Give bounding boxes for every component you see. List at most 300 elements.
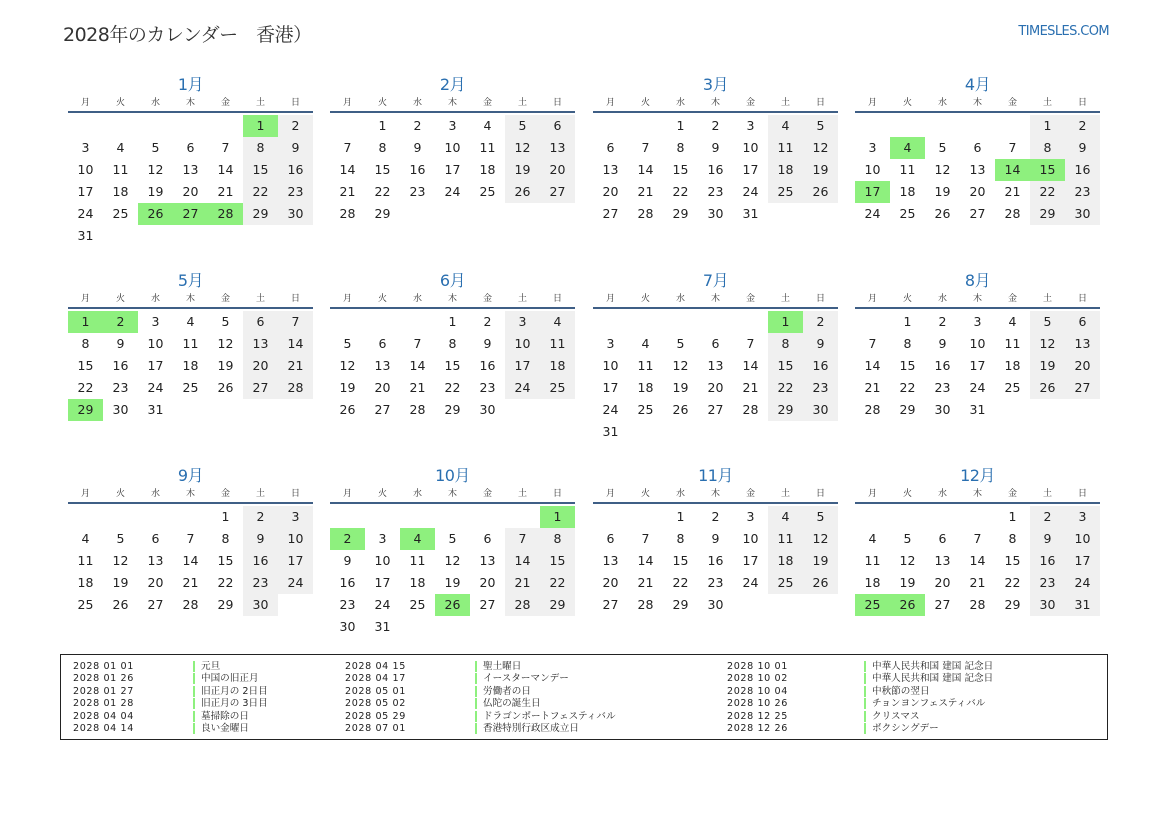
day-cell[interactable]: 20: [374, 380, 391, 395]
day-cell[interactable]: 24: [969, 380, 986, 395]
day-cell[interactable]: 25: [112, 206, 129, 221]
day-cell[interactable]: 21: [637, 575, 654, 590]
day-cell[interactable]: 1: [68, 311, 103, 333]
day-cell[interactable]: 1: [676, 118, 685, 133]
day-cell[interactable]: 30: [1065, 203, 1100, 225]
day-cell[interactable]: 30: [934, 402, 951, 417]
day-cell[interactable]: 27: [243, 377, 278, 399]
day-cell[interactable]: 4: [768, 506, 803, 528]
day-cell[interactable]: 28: [409, 402, 426, 417]
day-cell[interactable]: 23: [1030, 572, 1065, 594]
day-cell[interactable]: 19: [217, 358, 234, 373]
day-cell[interactable]: 27: [934, 597, 951, 612]
day-cell[interactable]: 20: [479, 575, 496, 590]
day-cell[interactable]: 24: [602, 402, 619, 417]
day-cell[interactable]: 28: [278, 377, 313, 399]
day-cell[interactable]: 8: [768, 333, 803, 355]
day-cell[interactable]: 7: [343, 140, 352, 155]
day-cell[interactable]: 17: [444, 162, 461, 177]
day-cell[interactable]: 7: [413, 336, 422, 351]
day-cell[interactable]: 31: [742, 206, 759, 221]
day-cell[interactable]: 15: [217, 553, 234, 568]
day-cell[interactable]: 12: [444, 553, 461, 568]
day-cell[interactable]: 19: [444, 575, 461, 590]
day-cell[interactable]: 24: [77, 206, 94, 221]
day-cell[interactable]: 22: [899, 380, 916, 395]
day-cell[interactable]: 3: [505, 311, 540, 333]
day-cell[interactable]: 31: [147, 402, 164, 417]
day-cell[interactable]: 16: [409, 162, 426, 177]
day-cell[interactable]: 14: [182, 553, 199, 568]
day-cell[interactable]: 6: [973, 140, 982, 155]
day-cell[interactable]: 28: [208, 203, 243, 225]
day-cell[interactable]: 28: [339, 206, 356, 221]
day-cell[interactable]: 22: [1004, 575, 1021, 590]
day-cell[interactable]: 8: [81, 336, 90, 351]
day-cell[interactable]: 26: [505, 181, 540, 203]
day-cell[interactable]: 13: [1065, 333, 1100, 355]
day-cell[interactable]: 22: [540, 572, 575, 594]
day-cell[interactable]: 10: [969, 336, 986, 351]
day-cell[interactable]: 28: [864, 402, 881, 417]
day-cell[interactable]: 8: [903, 336, 912, 351]
day-cell[interactable]: 14: [217, 162, 234, 177]
day-cell[interactable]: 23: [803, 377, 838, 399]
day-cell[interactable]: 2: [330, 528, 365, 550]
day-cell[interactable]: 20: [1065, 355, 1100, 377]
day-cell[interactable]: 23: [278, 181, 313, 203]
day-cell[interactable]: 27: [173, 203, 208, 225]
day-cell[interactable]: 20: [969, 184, 986, 199]
day-cell[interactable]: 17: [278, 550, 313, 572]
day-cell[interactable]: 9: [711, 140, 720, 155]
day-cell[interactable]: 3: [606, 336, 615, 351]
day-cell[interactable]: 4: [186, 314, 195, 329]
day-cell[interactable]: 7: [641, 531, 650, 546]
day-cell[interactable]: 3: [746, 118, 755, 133]
day-cell[interactable]: 13: [540, 137, 575, 159]
day-cell[interactable]: 12: [899, 553, 916, 568]
day-cell[interactable]: 10: [77, 162, 94, 177]
day-cell[interactable]: 11: [77, 553, 94, 568]
day-cell[interactable]: 16: [1030, 550, 1065, 572]
day-cell[interactable]: 17: [602, 380, 619, 395]
day-cell[interactable]: 14: [742, 358, 759, 373]
day-cell[interactable]: 20: [182, 184, 199, 199]
day-cell[interactable]: 3: [868, 140, 877, 155]
day-cell[interactable]: 16: [339, 575, 356, 590]
day-cell[interactable]: 7: [186, 531, 195, 546]
day-cell[interactable]: 2: [938, 314, 947, 329]
day-cell[interactable]: 2: [711, 118, 720, 133]
day-cell[interactable]: 14: [278, 333, 313, 355]
day-cell[interactable]: 17: [742, 162, 759, 177]
day-cell[interactable]: 19: [112, 575, 129, 590]
day-cell[interactable]: 24: [505, 377, 540, 399]
day-cell[interactable]: 23: [112, 380, 129, 395]
day-cell[interactable]: 7: [1008, 140, 1017, 155]
day-cell[interactable]: 18: [112, 184, 129, 199]
day-cell[interactable]: 9: [1030, 528, 1065, 550]
day-cell[interactable]: 23: [339, 597, 356, 612]
day-cell[interactable]: 22: [768, 377, 803, 399]
day-cell[interactable]: 17: [147, 358, 164, 373]
day-cell[interactable]: 16: [803, 355, 838, 377]
day-cell[interactable]: 7: [221, 140, 230, 155]
day-cell[interactable]: 6: [483, 531, 492, 546]
day-cell[interactable]: 13: [243, 333, 278, 355]
day-cell[interactable]: 21: [864, 380, 881, 395]
day-cell[interactable]: 28: [1004, 206, 1021, 221]
day-cell[interactable]: 4: [890, 137, 925, 159]
day-cell[interactable]: 15: [444, 358, 461, 373]
day-cell[interactable]: 15: [374, 162, 391, 177]
day-cell[interactable]: 18: [637, 380, 654, 395]
day-cell[interactable]: 13: [707, 358, 724, 373]
day-cell[interactable]: 12: [803, 528, 838, 550]
day-cell[interactable]: 30: [707, 206, 724, 221]
day-cell[interactable]: 10: [1065, 528, 1100, 550]
day-cell[interactable]: 21: [505, 572, 540, 594]
day-cell[interactable]: 13: [182, 162, 199, 177]
day-cell[interactable]: 8: [540, 528, 575, 550]
day-cell[interactable]: 9: [1065, 137, 1100, 159]
day-cell[interactable]: 21: [637, 184, 654, 199]
day-cell[interactable]: 30: [278, 203, 313, 225]
day-cell[interactable]: 5: [803, 115, 838, 137]
day-cell[interactable]: 25: [77, 597, 94, 612]
day-cell[interactable]: 7: [868, 336, 877, 351]
day-cell[interactable]: 1: [903, 314, 912, 329]
day-cell[interactable]: 31: [1065, 594, 1100, 616]
day-cell[interactable]: 29: [768, 399, 803, 421]
day-cell[interactable]: 4: [116, 140, 125, 155]
day-cell[interactable]: 10: [505, 333, 540, 355]
day-cell[interactable]: 15: [1004, 553, 1021, 568]
day-cell[interactable]: 21: [182, 575, 199, 590]
day-cell[interactable]: 7: [278, 311, 313, 333]
day-cell[interactable]: 30: [803, 399, 838, 421]
day-cell[interactable]: 16: [112, 358, 129, 373]
day-cell[interactable]: 2: [483, 314, 492, 329]
day-cell[interactable]: 24: [1065, 572, 1100, 594]
day-cell[interactable]: 2: [278, 115, 313, 137]
day-cell[interactable]: 27: [969, 206, 986, 221]
day-cell[interactable]: 30: [112, 402, 129, 417]
day-cell[interactable]: 19: [1030, 355, 1065, 377]
day-cell[interactable]: 23: [707, 184, 724, 199]
day-cell[interactable]: 25: [899, 206, 916, 221]
day-cell[interactable]: 5: [116, 531, 125, 546]
day-cell[interactable]: 25: [637, 402, 654, 417]
day-cell[interactable]: 28: [742, 402, 759, 417]
day-cell[interactable]: 27: [602, 206, 619, 221]
day-cell[interactable]: 6: [540, 115, 575, 137]
day-cell[interactable]: 12: [505, 137, 540, 159]
day-cell[interactable]: 18: [768, 550, 803, 572]
day-cell[interactable]: 15: [672, 162, 689, 177]
day-cell[interactable]: 10: [602, 358, 619, 373]
day-cell[interactable]: 6: [378, 336, 387, 351]
day-cell[interactable]: 3: [278, 506, 313, 528]
day-cell[interactable]: 30: [243, 594, 278, 616]
day-cell[interactable]: 20: [147, 575, 164, 590]
day-cell[interactable]: 29: [243, 203, 278, 225]
day-cell[interactable]: 18: [540, 355, 575, 377]
day-cell[interactable]: 9: [711, 531, 720, 546]
day-cell[interactable]: 5: [221, 314, 230, 329]
day-cell[interactable]: 5: [448, 531, 457, 546]
day-cell[interactable]: 4: [1008, 314, 1017, 329]
day-cell[interactable]: 6: [711, 336, 720, 351]
day-cell[interactable]: 29: [68, 399, 103, 421]
day-cell[interactable]: 6: [186, 140, 195, 155]
day-cell[interactable]: 21: [217, 184, 234, 199]
day-cell[interactable]: 3: [746, 509, 755, 524]
day-cell[interactable]: 29: [444, 402, 461, 417]
day-cell[interactable]: 31: [602, 424, 619, 439]
day-cell[interactable]: 28: [637, 597, 654, 612]
day-cell[interactable]: 29: [1004, 597, 1021, 612]
day-cell[interactable]: 1: [540, 506, 575, 528]
day-cell[interactable]: 5: [903, 531, 912, 546]
day-cell[interactable]: 19: [934, 184, 951, 199]
day-cell[interactable]: 22: [243, 181, 278, 203]
day-cell[interactable]: 30: [339, 619, 356, 634]
day-cell[interactable]: 2: [413, 118, 422, 133]
day-cell[interactable]: 9: [243, 528, 278, 550]
day-cell[interactable]: 14: [864, 358, 881, 373]
day-cell[interactable]: 1: [676, 509, 685, 524]
day-cell[interactable]: 5: [505, 115, 540, 137]
day-cell[interactable]: 12: [147, 162, 164, 177]
day-cell[interactable]: 29: [1030, 203, 1065, 225]
day-cell[interactable]: 5: [343, 336, 352, 351]
day-cell[interactable]: 24: [742, 184, 759, 199]
day-cell[interactable]: 8: [676, 531, 685, 546]
day-cell[interactable]: 3: [448, 118, 457, 133]
day-cell[interactable]: 23: [409, 184, 426, 199]
day-cell[interactable]: 9: [938, 336, 947, 351]
day-cell[interactable]: 2: [103, 311, 138, 333]
day-cell[interactable]: 2: [803, 311, 838, 333]
day-cell[interactable]: 4: [641, 336, 650, 351]
day-cell[interactable]: 8: [1030, 137, 1065, 159]
day-cell[interactable]: 19: [803, 550, 838, 572]
day-cell[interactable]: 4: [400, 528, 435, 550]
day-cell[interactable]: 3: [973, 314, 982, 329]
day-cell[interactable]: 11: [768, 137, 803, 159]
day-cell[interactable]: 8: [1008, 531, 1017, 546]
day-cell[interactable]: 19: [505, 159, 540, 181]
day-cell[interactable]: 21: [969, 575, 986, 590]
day-cell[interactable]: 26: [934, 206, 951, 221]
day-cell[interactable]: 1: [1008, 509, 1017, 524]
day-cell[interactable]: 6: [1065, 311, 1100, 333]
day-cell[interactable]: 3: [81, 140, 90, 155]
day-cell[interactable]: 18: [479, 162, 496, 177]
day-cell[interactable]: 5: [676, 336, 685, 351]
day-cell[interactable]: 23: [479, 380, 496, 395]
day-cell[interactable]: 18: [864, 575, 881, 590]
day-cell[interactable]: 8: [243, 137, 278, 159]
day-cell[interactable]: 31: [374, 619, 391, 634]
day-cell[interactable]: 13: [934, 553, 951, 568]
day-cell[interactable]: 14: [339, 162, 356, 177]
day-cell[interactable]: 10: [742, 531, 759, 546]
day-cell[interactable]: 13: [602, 553, 619, 568]
day-cell[interactable]: 17: [742, 553, 759, 568]
day-cell[interactable]: 25: [855, 594, 890, 616]
day-cell[interactable]: 7: [641, 140, 650, 155]
day-cell[interactable]: 20: [243, 355, 278, 377]
day-cell[interactable]: 15: [899, 358, 916, 373]
day-cell[interactable]: 16: [278, 159, 313, 181]
day-cell[interactable]: 25: [768, 181, 803, 203]
day-cell[interactable]: 23: [707, 575, 724, 590]
day-cell[interactable]: 10: [444, 140, 461, 155]
day-cell[interactable]: 31: [77, 228, 94, 243]
day-cell[interactable]: 20: [602, 184, 619, 199]
day-cell[interactable]: 24: [278, 572, 313, 594]
day-cell[interactable]: 27: [602, 597, 619, 612]
day-cell[interactable]: 13: [969, 162, 986, 177]
day-cell[interactable]: 18: [182, 358, 199, 373]
day-cell[interactable]: 19: [672, 380, 689, 395]
day-cell[interactable]: 16: [707, 162, 724, 177]
day-cell[interactable]: 20: [602, 575, 619, 590]
day-cell[interactable]: 6: [606, 531, 615, 546]
day-cell[interactable]: 27: [374, 402, 391, 417]
day-cell[interactable]: 25: [1004, 380, 1021, 395]
day-cell[interactable]: 18: [77, 575, 94, 590]
day-cell[interactable]: 6: [243, 311, 278, 333]
day-cell[interactable]: 17: [374, 575, 391, 590]
day-cell[interactable]: 23: [243, 572, 278, 594]
day-cell[interactable]: 3: [378, 531, 387, 546]
day-cell[interactable]: 11: [409, 553, 426, 568]
day-cell[interactable]: 16: [1065, 159, 1100, 181]
day-cell[interactable]: 26: [803, 181, 838, 203]
day-cell[interactable]: 11: [479, 140, 496, 155]
day-cell[interactable]: 24: [444, 184, 461, 199]
day-cell[interactable]: 22: [1030, 181, 1065, 203]
day-cell[interactable]: 16: [243, 550, 278, 572]
day-cell[interactable]: 13: [374, 358, 391, 373]
day-cell[interactable]: 27: [1065, 377, 1100, 399]
day-cell[interactable]: 14: [969, 553, 986, 568]
day-cell[interactable]: 12: [1030, 333, 1065, 355]
day-cell[interactable]: 14: [637, 553, 654, 568]
day-cell[interactable]: 2: [711, 509, 720, 524]
day-cell[interactable]: 1: [448, 314, 457, 329]
day-cell[interactable]: 30: [707, 597, 724, 612]
day-cell[interactable]: 4: [540, 311, 575, 333]
day-cell[interactable]: 5: [1030, 311, 1065, 333]
day-cell[interactable]: 21: [339, 184, 356, 199]
day-cell[interactable]: 25: [182, 380, 199, 395]
day-cell[interactable]: 28: [969, 597, 986, 612]
day-cell[interactable]: 15: [540, 550, 575, 572]
day-cell[interactable]: 15: [77, 358, 94, 373]
day-cell[interactable]: 22: [672, 184, 689, 199]
day-cell[interactable]: 25: [409, 597, 426, 612]
day-cell[interactable]: 29: [540, 594, 575, 616]
day-cell[interactable]: 17: [855, 181, 890, 203]
day-cell[interactable]: 2: [243, 506, 278, 528]
day-cell[interactable]: 15: [243, 159, 278, 181]
day-cell[interactable]: 5: [151, 140, 160, 155]
day-cell[interactable]: 27: [147, 597, 164, 612]
day-cell[interactable]: 4: [868, 531, 877, 546]
day-cell[interactable]: 28: [637, 206, 654, 221]
day-cell[interactable]: 12: [217, 336, 234, 351]
day-cell[interactable]: 22: [374, 184, 391, 199]
day-cell[interactable]: 26: [217, 380, 234, 395]
day-cell[interactable]: 18: [1004, 358, 1021, 373]
day-cell[interactable]: 29: [899, 402, 916, 417]
day-cell[interactable]: 24: [742, 575, 759, 590]
day-cell[interactable]: 2: [1030, 506, 1065, 528]
day-cell[interactable]: 9: [278, 137, 313, 159]
day-cell[interactable]: 17: [1065, 550, 1100, 572]
day-cell[interactable]: 26: [890, 594, 925, 616]
day-cell[interactable]: 29: [217, 597, 234, 612]
day-cell[interactable]: 28: [182, 597, 199, 612]
day-cell[interactable]: 12: [803, 137, 838, 159]
day-cell[interactable]: 27: [479, 597, 496, 612]
day-cell[interactable]: 3: [1065, 506, 1100, 528]
day-cell[interactable]: 13: [147, 553, 164, 568]
day-cell[interactable]: 8: [378, 140, 387, 155]
day-cell[interactable]: 1: [378, 118, 387, 133]
day-cell[interactable]: 17: [77, 184, 94, 199]
day-cell[interactable]: 27: [707, 402, 724, 417]
day-cell[interactable]: 20: [934, 575, 951, 590]
day-cell[interactable]: 3: [151, 314, 160, 329]
day-cell[interactable]: 9: [803, 333, 838, 355]
day-cell[interactable]: 19: [339, 380, 356, 395]
day-cell[interactable]: 14: [637, 162, 654, 177]
day-cell[interactable]: 22: [217, 575, 234, 590]
day-cell[interactable]: 24: [374, 597, 391, 612]
day-cell[interactable]: 7: [973, 531, 982, 546]
day-cell[interactable]: 17: [969, 358, 986, 373]
day-cell[interactable]: 6: [606, 140, 615, 155]
day-cell[interactable]: 27: [540, 181, 575, 203]
day-cell[interactable]: 8: [221, 531, 230, 546]
day-cell[interactable]: 16: [934, 358, 951, 373]
day-cell[interactable]: 29: [374, 206, 391, 221]
day-cell[interactable]: 16: [479, 358, 496, 373]
day-cell[interactable]: 19: [147, 184, 164, 199]
day-cell[interactable]: 11: [637, 358, 654, 373]
day-cell[interactable]: 10: [147, 336, 164, 351]
day-cell[interactable]: 25: [540, 377, 575, 399]
day-cell[interactable]: 8: [676, 140, 685, 155]
day-cell[interactable]: 7: [746, 336, 755, 351]
day-cell[interactable]: 21: [278, 355, 313, 377]
day-cell[interactable]: 15: [768, 355, 803, 377]
day-cell[interactable]: 18: [409, 575, 426, 590]
day-cell[interactable]: 11: [112, 162, 129, 177]
day-cell[interactable]: 30: [1030, 594, 1065, 616]
day-cell[interactable]: 22: [444, 380, 461, 395]
day-cell[interactable]: 26: [339, 402, 356, 417]
day-cell[interactable]: 19: [899, 575, 916, 590]
day-cell[interactable]: 22: [77, 380, 94, 395]
day-cell[interactable]: 15: [672, 553, 689, 568]
